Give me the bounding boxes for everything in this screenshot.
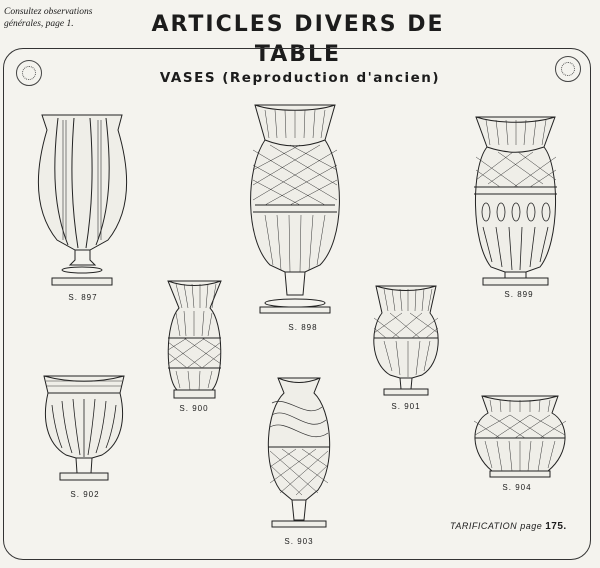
page-title: ARTICLES DIVERS DE TABLE [151, 12, 445, 67]
vase-900-label: S. 900 [179, 404, 209, 413]
left-seal-stamp [16, 60, 42, 86]
vase-899-label: S. 899 [504, 290, 534, 299]
tarification-page-number: 175. [545, 521, 567, 532]
section-title: VASES (Reproduction d'ancien) [159, 70, 441, 86]
vase-898-illustration [245, 100, 345, 320]
vase-900-illustration [162, 278, 227, 403]
tarification-label: TARIFICATION [450, 521, 518, 531]
general-observations-note: Consultez observations générales, page 1. [4, 7, 93, 29]
vase-904-illustration [470, 393, 570, 481]
tarification-note [450, 521, 567, 532]
page-word: page [520, 521, 543, 531]
vase-901-label: S. 901 [391, 402, 421, 411]
vase-901-illustration [370, 283, 442, 401]
vase-898-label: S. 898 [288, 323, 318, 332]
vase-902-label: S. 902 [70, 490, 100, 499]
vase-902-illustration [40, 373, 128, 488]
vase-897-label: S. 897 [68, 293, 98, 302]
vase-897-illustration [30, 110, 135, 290]
vase-903-illustration [258, 375, 340, 535]
vase-903-label: S. 903 [284, 537, 314, 546]
vase-899-illustration [468, 112, 563, 292]
vase-904-label: S. 904 [502, 483, 532, 492]
right-seal-stamp [555, 56, 581, 82]
